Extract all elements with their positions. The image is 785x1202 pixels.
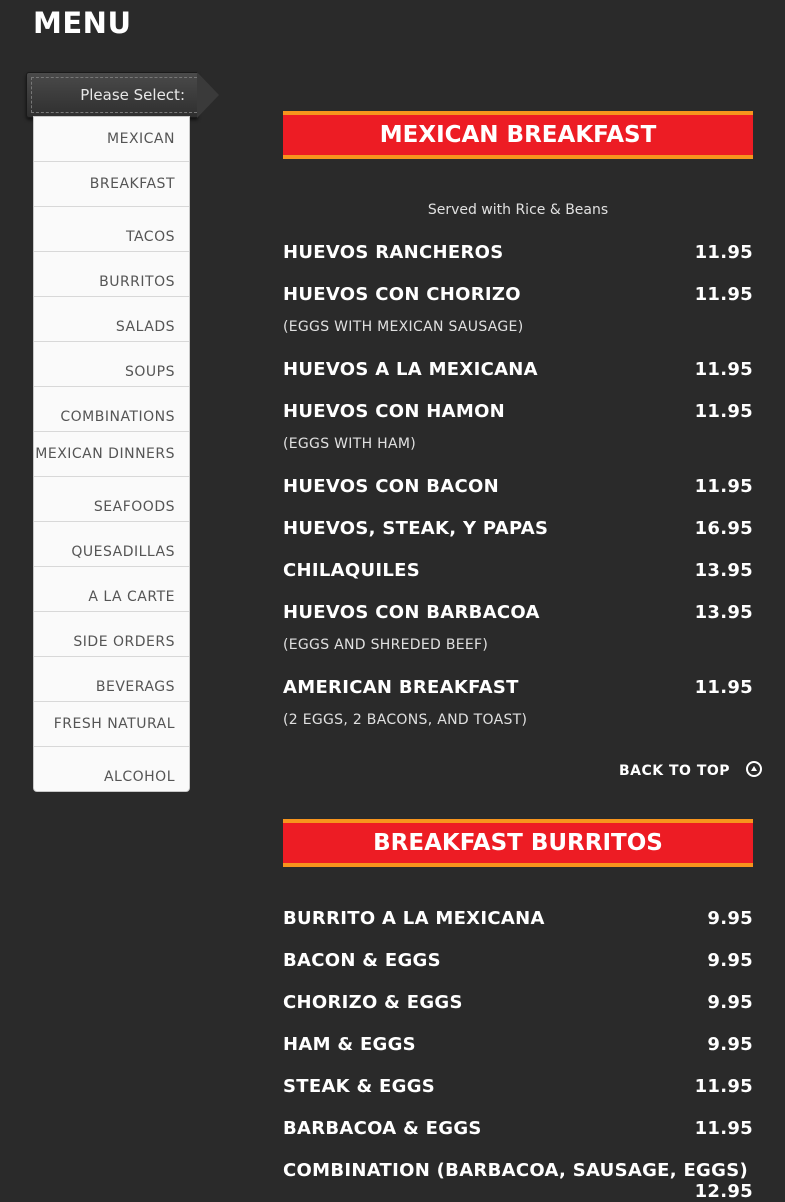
dropdown-item-combinations[interactable]: COMBINATIONS: [34, 387, 189, 432]
arrow-up-circle-icon: [746, 761, 762, 777]
item-name: HUEVOS RANCHEROS: [283, 242, 504, 263]
item-name: BACON & EGGS: [283, 950, 441, 971]
item-name: COMBINATION (BARBACOA, SAUSAGE, EGGS): [283, 1160, 748, 1181]
item-name: HUEVOS CON BARBACOA: [283, 602, 540, 623]
dropdown-item-beverags[interactable]: BEVERAGS: [34, 657, 189, 702]
menu-item: [283, 518, 753, 539]
dropdown-item-side-orders[interactable]: SIDE ORDERS: [34, 612, 189, 657]
dropdown-item-salads[interactable]: SALADS: [34, 297, 189, 342]
dropdown-item-seafoods[interactable]: SEAFOODS: [34, 477, 189, 522]
item-price: 11.95: [694, 401, 753, 422]
item-name: BARBACOA & EGGS: [283, 1118, 482, 1139]
item-price: 9.95: [707, 908, 753, 929]
select-tab-label: Please Select:: [80, 86, 185, 104]
menu-item: [283, 1160, 753, 1202]
dropdown-item-breakfast-burritos[interactable]: BREAKFAST: [34, 162, 189, 207]
menu-item: [283, 284, 753, 305]
item-description: (EGGS WITH HAM): [283, 436, 416, 452]
menu-item: [283, 950, 753, 971]
item-description: (EGGS AND SHREDED BEEF): [283, 637, 489, 653]
item-price: 11.95: [694, 476, 753, 497]
item-price: 9.95: [707, 1034, 753, 1055]
item-price: 11.95: [694, 284, 753, 305]
dropdown-item-mexican-dinners[interactable]: MEXICAN DINNERS: [34, 432, 189, 477]
item-description: (EGGS WITH MEXICAN SAUSAGE): [283, 319, 524, 335]
dropdown-item-burritos[interactable]: BURRITOS: [34, 252, 189, 297]
item-price: 11.95: [694, 359, 753, 380]
dropdown-item-alcohol[interactable]: ALCOHOL: [34, 747, 189, 791]
back-to-top-label: BACK TO TOP: [619, 763, 731, 779]
page-title: MENU: [33, 6, 132, 40]
item-name: HUEVOS A LA MEXICANA: [283, 359, 538, 380]
item-price: 13.95: [694, 560, 753, 581]
category-dropdown[interactable]: [33, 116, 190, 792]
item-price: 11.95: [694, 677, 753, 698]
dropdown-item-quesadillas[interactable]: QUESADILLAS: [34, 522, 189, 567]
menu-item: [283, 476, 753, 497]
item-price: 9.95: [707, 992, 753, 1013]
back-to-top-link[interactable]: [619, 759, 762, 779]
item-price: 11.95: [694, 242, 753, 263]
dropdown-item-soups[interactable]: SOUPS: [34, 342, 189, 387]
item-name: HUEVOS CON HAMON: [283, 401, 506, 422]
item-price: 11.95: [694, 1076, 753, 1097]
item-price: 11.95: [694, 1118, 753, 1139]
menu-item: [283, 602, 753, 623]
menu-item: [283, 359, 753, 380]
item-name: BURRITO A LA MEXICANA: [283, 908, 545, 929]
menu-item: [283, 242, 753, 263]
item-name: STEAK & EGGS: [283, 1076, 436, 1097]
dropdown-item-fresh-natural-juice[interactable]: FRESH NATURAL: [34, 702, 189, 747]
menu-item: [283, 908, 753, 929]
item-name: HAM & EGGS: [283, 1034, 416, 1055]
section-title-breakfast-burritos: BREAKFAST BURRITOS: [283, 819, 753, 867]
section-title-mexican-breakfast: MEXICAN BREAKFAST: [283, 111, 753, 159]
section-subtitle: Served with Rice & Beans: [427, 202, 609, 218]
item-name: CHORIZO & EGGS: [283, 992, 463, 1013]
item-price: 13.95: [694, 602, 753, 623]
item-price: 9.95: [707, 950, 753, 971]
select-tab[interactable]: [26, 72, 198, 118]
item-name: HUEVOS CON CHORIZO: [283, 284, 521, 305]
menu-item: [283, 1076, 753, 1097]
item-description: (2 EGGS, 2 BACONS, AND TOAST): [283, 712, 528, 728]
menu-item: [283, 992, 753, 1013]
menu-item: [283, 1034, 753, 1055]
item-name: CHILAQUILES: [283, 560, 421, 581]
dropdown-item-mexican-breakfast[interactable]: MEXICAN: [34, 117, 189, 162]
item-name: HUEVOS CON BACON: [283, 476, 499, 497]
dropdown-item-a-la-carte[interactable]: A LA CARTE: [34, 567, 189, 612]
dropdown-item-tacos[interactable]: TACOS: [34, 207, 189, 252]
item-name: HUEVOS, STEAK, Y PAPAS: [283, 518, 549, 539]
item-price: 16.95: [694, 518, 753, 539]
menu-item: [283, 1118, 753, 1139]
menu-item: [283, 560, 753, 581]
item-name: AMERICAN BREAKFAST: [283, 677, 519, 698]
menu-item: [283, 401, 753, 422]
item-price: 12.95: [694, 1181, 753, 1202]
menu-item: [283, 677, 753, 698]
